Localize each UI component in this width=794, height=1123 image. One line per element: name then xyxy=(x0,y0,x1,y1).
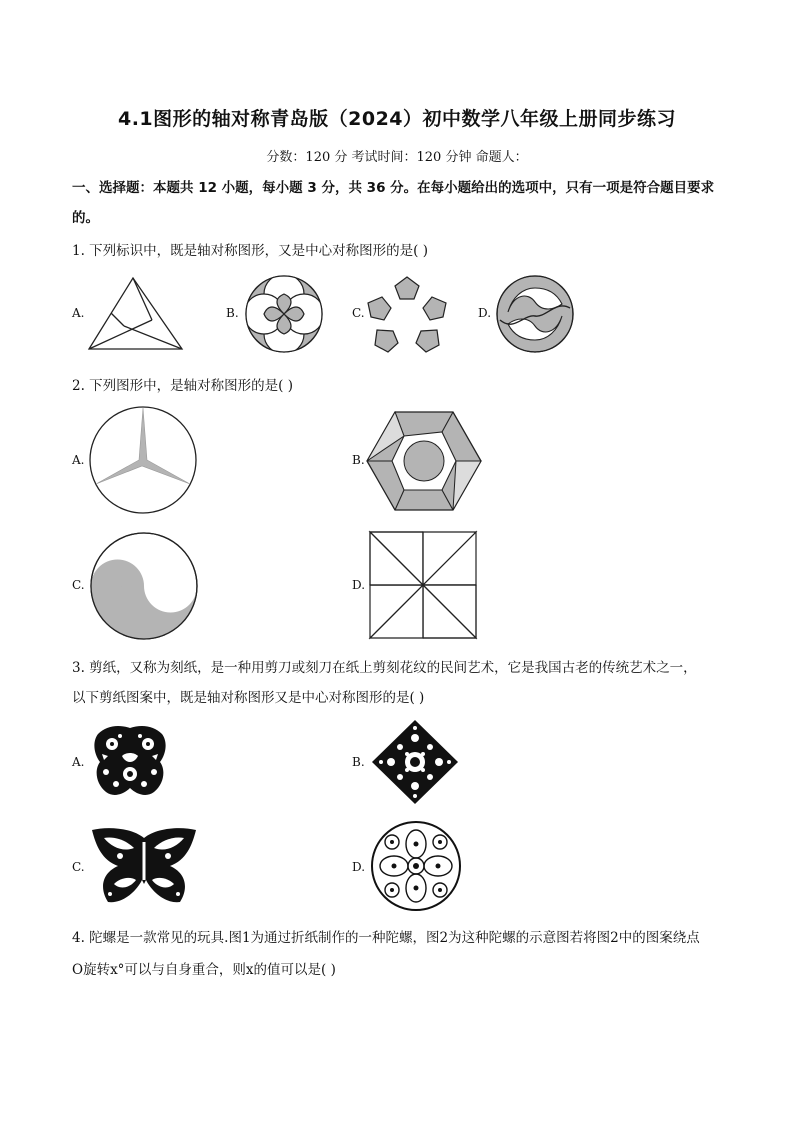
question-2-stem: 2. 下列图形中，是轴对称图形的是( ) xyxy=(72,378,293,394)
q2-option-a-label: A. xyxy=(72,453,85,467)
q2-option-c-figure xyxy=(88,530,200,642)
q1-option-a-figure xyxy=(86,276,186,352)
q3-option-b-label: B. xyxy=(352,755,365,769)
q2-option-b-label: B. xyxy=(352,453,365,467)
q3-option-d-figure xyxy=(370,820,462,912)
q2-option-a-figure xyxy=(88,404,198,516)
q1-option-b-figure xyxy=(242,274,326,354)
q1-option-d-label: D. xyxy=(478,306,492,320)
question-3-stem-line1: 3. 剪纸，又称为刻纸，是一种用剪刀或刻刀在纸上剪刻花纹的民间艺术，它是我国古老的传统艺术之一， xyxy=(72,660,697,676)
question-3-stem-line2: 以下剪纸图案中，既是轴对称图形又是中心对称图形的是( ) xyxy=(72,690,425,706)
section-heading-line1: 一、选择题：本题共 12 小题，每小题 3 分，共 36 分。在每小题给出的选项中，只有一项是符合题目要求 xyxy=(72,180,715,196)
q1-option-a-label: A. xyxy=(72,306,85,320)
page-title: 4.1图形的轴对称青岛版（2024）初中数学八年级上册同步练习 xyxy=(117,108,677,130)
q1-option-c-figure xyxy=(366,275,448,355)
question-1-stem: 1. 下列标识中，既是轴对称图形，又是中心对称图形的是( ) xyxy=(72,243,428,259)
exam-info: 分数：120 分 考试时间：120 分钟 命题人： xyxy=(266,150,528,165)
q2-option-b-figure xyxy=(366,410,482,512)
section-heading-line2: 的。 xyxy=(72,210,99,226)
question-4-stem-line2: O旋转x°可以与自身重合，则x的值可以是( ) xyxy=(72,962,336,978)
q3-option-a-label: A. xyxy=(72,755,85,769)
q2-option-c-label: C. xyxy=(72,578,85,592)
q3-option-c-figure xyxy=(88,824,200,908)
q3-option-c-label: C. xyxy=(72,860,85,874)
q3-option-b-figure xyxy=(370,718,460,806)
q3-option-a-figure xyxy=(88,722,172,802)
q1-option-c-label: C. xyxy=(352,306,365,320)
q1-option-b-label: B. xyxy=(226,306,239,320)
q1-option-d-figure xyxy=(494,274,576,354)
question-4-stem-line1: 4. 陀螺是一款常见的玩具.图1为通过折纸制作的一种陀螺，图2为这种陀螺的示意图若将图2中的图案绕点 xyxy=(72,930,700,946)
q2-option-d-label: D. xyxy=(352,578,366,592)
q3-option-d-label: D. xyxy=(352,860,366,874)
q2-option-d-figure xyxy=(368,530,480,640)
